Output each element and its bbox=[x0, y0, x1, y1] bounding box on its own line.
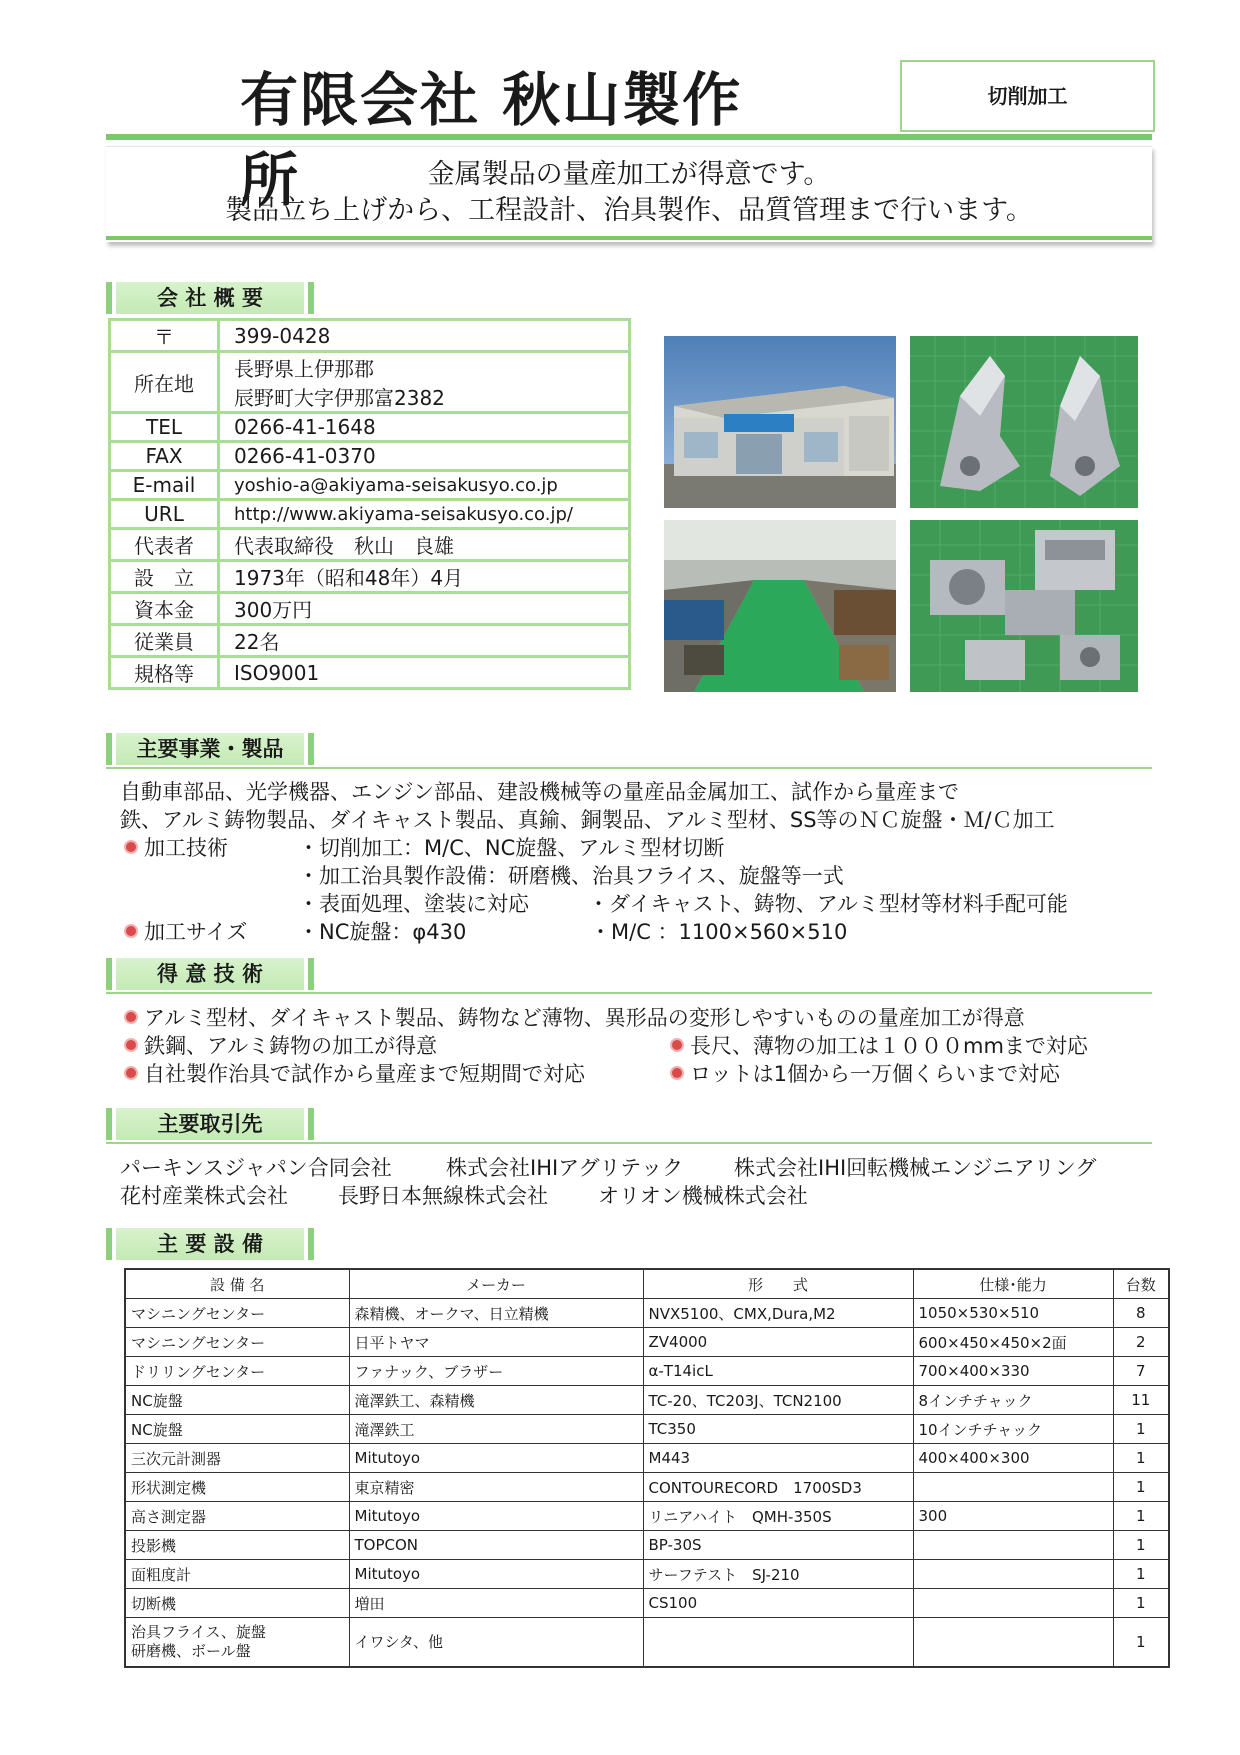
factory-interior-photo bbox=[664, 520, 896, 692]
strength-item: アルミ型材、ダイキャスト製品、鋳物など薄物、異形品の変形しやすいものの量産加工が得意 bbox=[124, 1004, 1025, 1032]
business-line-2: 鉄、アルミ鋳物製品、ダイキャスト製品、真鍮、銅製品、アルミ型材、SS等のＮＣ旋盤・Ｍ/Ｃ加工 bbox=[120, 808, 1055, 832]
header-divider bbox=[106, 134, 1152, 140]
business-heading-label: 主要事業・製品 bbox=[116, 733, 304, 765]
table-row bbox=[125, 1328, 1169, 1357]
equipment-cell: TC350 bbox=[643, 1415, 913, 1444]
overview-key: TEL bbox=[110, 413, 219, 442]
factory-exterior-photo bbox=[664, 336, 896, 508]
equipment-cell: マシニングセンター bbox=[125, 1328, 349, 1357]
equipment-cell: 高さ測定器 bbox=[125, 1502, 349, 1531]
equipment-cell: CS100 bbox=[643, 1589, 913, 1618]
overview-value: 22名 bbox=[219, 625, 630, 657]
equipment-table bbox=[124, 1268, 1170, 1668]
tagline-divider bbox=[106, 236, 1152, 240]
equipment-cell bbox=[913, 1560, 1113, 1589]
company-name: 有限会社 秋山製作所 bbox=[240, 66, 743, 214]
equipment-cell: 1 bbox=[1113, 1444, 1169, 1473]
overview-value: 300万円 bbox=[219, 593, 630, 625]
table-row bbox=[125, 1618, 1169, 1668]
overview-heading-label: 会 社 概 要 bbox=[116, 282, 304, 314]
equipment-cell: 1 bbox=[1113, 1415, 1169, 1444]
equipment-cell: 切断機 bbox=[125, 1589, 349, 1618]
business-heading bbox=[106, 733, 322, 765]
equipment-cell bbox=[913, 1618, 1113, 1668]
equipment-cell: ドリリングセンター bbox=[125, 1357, 349, 1386]
equipment-cell: 400×400×300 bbox=[913, 1444, 1113, 1473]
equipment-cell: 滝澤鉄工 bbox=[349, 1415, 643, 1444]
table-row bbox=[125, 1589, 1169, 1618]
equipment-cell: 600×450×450×2面 bbox=[913, 1328, 1113, 1357]
tech-item-2: ・加工治具製作設備：研磨機、治具フライス、旋盤等一式 bbox=[298, 864, 844, 888]
clients-heading bbox=[106, 1108, 322, 1140]
table-row bbox=[125, 1560, 1169, 1589]
table-row bbox=[125, 1444, 1169, 1473]
tech-item-1: ・切削加工：M/C、NC旋盤、アルミ型材切断 bbox=[298, 836, 725, 860]
diecast-parts-photo bbox=[910, 520, 1138, 692]
client-name: オリオン機械株式会社 bbox=[598, 1184, 808, 1208]
overview-row bbox=[110, 657, 630, 689]
table-row bbox=[125, 1386, 1169, 1415]
tech-item-3: ・表面処理、塗装に対応 bbox=[298, 892, 529, 916]
overview-key: 代表者 bbox=[110, 529, 219, 561]
equipment-cell: マシニングセンター bbox=[125, 1299, 349, 1328]
overview-value: 399-0428 bbox=[219, 320, 630, 352]
equipment-column-header: メーカー bbox=[349, 1269, 643, 1299]
equipment-cell: 1050×530×510 bbox=[913, 1299, 1113, 1328]
overview-row bbox=[110, 593, 630, 625]
equipment-cell bbox=[643, 1618, 913, 1668]
tech-label: 加工技術 bbox=[124, 834, 228, 862]
overview-value: 代表取締役 秋山 良雄 bbox=[219, 529, 630, 561]
equipment-cell: NC旋盤 bbox=[125, 1415, 349, 1444]
bullet-icon bbox=[124, 924, 138, 938]
size-label: 加工サイズ bbox=[124, 918, 247, 946]
strengths-heading-label: 得 意 技 術 bbox=[116, 958, 304, 990]
equipment-cell: 700×400×330 bbox=[913, 1357, 1113, 1386]
tagline-box bbox=[106, 146, 1152, 242]
overview-value[interactable]: yoshio-a@akiyama-seisakusyo.co.jp bbox=[219, 471, 630, 500]
equipment-cell: CONTOURECORD 1700SD3 bbox=[643, 1473, 913, 1502]
equipment-cell: 1 bbox=[1113, 1589, 1169, 1618]
equipment-cell: Mitutoyo bbox=[349, 1502, 643, 1531]
equipment-cell: 日平トヤマ bbox=[349, 1328, 643, 1357]
bullet-icon bbox=[124, 1010, 138, 1024]
equipment-cell: NVX5100、CMX,Dura,M2 bbox=[643, 1299, 913, 1328]
tech-item-4: ・ダイキャスト、鋳物、アルミ型材等材料手配可能 bbox=[588, 892, 1068, 916]
equipment-heading-label: 主 要 設 備 bbox=[116, 1228, 304, 1260]
clients-heading-label: 主要取引先 bbox=[116, 1108, 304, 1140]
overview-heading bbox=[106, 282, 322, 314]
equipment-cell: 1 bbox=[1113, 1473, 1169, 1502]
overview-value-line: 長野県上伊那郡 bbox=[234, 357, 374, 381]
client-name: 株式会社IHI回転機械エンジニアリング bbox=[734, 1156, 1097, 1180]
overview-row bbox=[110, 413, 630, 442]
tagline-line-1: 金属製品の量産加工が得意です。 bbox=[427, 159, 831, 190]
equipment-cell: 三次元計測器 bbox=[125, 1444, 349, 1473]
equipment-cell: 増田 bbox=[349, 1589, 643, 1618]
company-overview-table bbox=[108, 318, 631, 690]
tagline-line-2: 製品立ち上げから、工程設計、治具製作、品質管理まで行います。 bbox=[225, 195, 1033, 226]
overview-key: 従業員 bbox=[110, 625, 219, 657]
bullet-icon bbox=[670, 1066, 684, 1080]
size-item-1: ・NC旋盤：φ430 bbox=[298, 920, 467, 944]
equipment-cell: 森精機、オークマ、日立精機 bbox=[349, 1299, 643, 1328]
equipment-cell: 面粗度計 bbox=[125, 1560, 349, 1589]
equipment-cell: ファナック、ブラザー bbox=[349, 1357, 643, 1386]
equipment-cell: 1 bbox=[1113, 1618, 1169, 1668]
equipment-cell bbox=[125, 1618, 349, 1668]
bullet-icon bbox=[670, 1038, 684, 1052]
equipment-cell: リニアハイト QMH-350S bbox=[643, 1502, 913, 1531]
overview-value[interactable]: http://www.akiyama-seisakusyo.co.jp/ bbox=[219, 500, 630, 529]
equipment-cell: 7 bbox=[1113, 1357, 1169, 1386]
overview-key: 〒 bbox=[110, 320, 219, 352]
overview-row bbox=[110, 320, 630, 352]
strengths-divider bbox=[106, 992, 1152, 994]
equipment-column-header: 台数 bbox=[1113, 1269, 1169, 1299]
equipment-cell: 滝澤鉄工、森精機 bbox=[349, 1386, 643, 1415]
overview-row bbox=[110, 442, 630, 471]
overview-key: 資本金 bbox=[110, 593, 219, 625]
overview-key: URL bbox=[110, 500, 219, 529]
overview-row bbox=[110, 561, 630, 593]
overview-value: 0266-41-1648 bbox=[219, 413, 630, 442]
overview-value: 0266-41-0370 bbox=[219, 442, 630, 471]
table-row bbox=[125, 1531, 1169, 1560]
strength-item: 鉄鋼、アルミ鋳物の加工が得意 bbox=[124, 1032, 437, 1060]
overview-row bbox=[110, 471, 630, 500]
equipment-cell: 2 bbox=[1113, 1328, 1169, 1357]
strengths-heading bbox=[106, 958, 322, 990]
equipment-cell-line: 研磨機、ボール盤 bbox=[131, 1642, 251, 1660]
overview-value: ISO9001 bbox=[219, 657, 630, 689]
equipment-column-header: 形 式 bbox=[643, 1269, 913, 1299]
equipment-cell: 10インチチャック bbox=[913, 1415, 1113, 1444]
overview-key: FAX bbox=[110, 442, 219, 471]
equipment-column-header: 設 備 名 bbox=[125, 1269, 349, 1299]
equipment-cell bbox=[913, 1531, 1113, 1560]
equipment-heading bbox=[106, 1228, 322, 1260]
overview-key: 所在地 bbox=[110, 352, 219, 413]
clients-divider bbox=[106, 1142, 1152, 1144]
equipment-cell: α-T14icL bbox=[643, 1357, 913, 1386]
equipment-cell: 11 bbox=[1113, 1386, 1169, 1415]
equipment-cell: 300 bbox=[913, 1502, 1113, 1531]
equipment-cell: ZV4000 bbox=[643, 1328, 913, 1357]
equipment-cell: Mitutoyo bbox=[349, 1560, 643, 1589]
bullet-icon bbox=[124, 1038, 138, 1052]
equipment-cell: 東京精密 bbox=[349, 1473, 643, 1502]
client-name: 花村産業株式会社 bbox=[120, 1184, 288, 1208]
equipment-cell: Mitutoyo bbox=[349, 1444, 643, 1473]
overview-value-line: 辰野町大字伊那富2382 bbox=[234, 386, 445, 410]
equipment-cell: 1 bbox=[1113, 1560, 1169, 1589]
aluminum-parts-photo bbox=[910, 336, 1138, 508]
equipment-cell: BP-30S bbox=[643, 1531, 913, 1560]
equipment-column-header: 仕様･能力 bbox=[913, 1269, 1113, 1299]
strength-item: ロットは1個から一万個くらいまで対応 bbox=[670, 1060, 1060, 1088]
equipment-cell: 1 bbox=[1113, 1502, 1169, 1531]
bullet-icon bbox=[124, 1066, 138, 1080]
table-row bbox=[125, 1415, 1169, 1444]
overview-row bbox=[110, 625, 630, 657]
equipment-cell: M443 bbox=[643, 1444, 913, 1473]
table-row bbox=[125, 1473, 1169, 1502]
equipment-cell-line: 治具フライス、旋盤 bbox=[131, 1623, 266, 1641]
equipment-cell bbox=[913, 1589, 1113, 1618]
equipment-cell bbox=[913, 1473, 1113, 1502]
equipment-cell: NC旋盤 bbox=[125, 1386, 349, 1415]
client-name: パーキンスジャパン合同会社 bbox=[120, 1156, 392, 1180]
client-name: 長野日本無線株式会社 bbox=[338, 1184, 548, 1208]
equipment-cell: イワシタ、他 bbox=[349, 1618, 643, 1668]
equipment-cell: 8インチチャック bbox=[913, 1386, 1113, 1415]
client-name: 株式会社IHIアグリテック bbox=[446, 1156, 684, 1180]
equipment-cell: 8 bbox=[1113, 1299, 1169, 1328]
table-row bbox=[125, 1502, 1169, 1531]
table-row bbox=[125, 1299, 1169, 1328]
strength-item: 自社製作治具で試作から量産まで短期間で対応 bbox=[124, 1060, 585, 1088]
overview-key: 規格等 bbox=[110, 657, 219, 689]
overview-value bbox=[219, 352, 630, 413]
equipment-cell: TOPCON bbox=[349, 1531, 643, 1560]
overview-value: 1973年（昭和48年）4月 bbox=[219, 561, 630, 593]
overview-row bbox=[110, 500, 630, 529]
overview-key: E-mail bbox=[110, 471, 219, 500]
size-item-2: ・M/C ：1100×560×510 bbox=[590, 920, 848, 944]
strength-item: 長尺、薄物の加工は１０００mmまで対応 bbox=[670, 1032, 1088, 1060]
equipment-cell: 投影機 bbox=[125, 1531, 349, 1560]
equipment-cell: TC-20、TC203J、TCN2100 bbox=[643, 1386, 913, 1415]
table-row bbox=[125, 1357, 1169, 1386]
business-divider bbox=[106, 767, 1152, 769]
equipment-cell: 1 bbox=[1113, 1531, 1169, 1560]
business-line-1: 自動車部品、光学機器、エンジン部品、建設機械等の量産品金属加工、試作から量産まで bbox=[120, 780, 959, 804]
overview-key: 設 立 bbox=[110, 561, 219, 593]
overview-row bbox=[110, 529, 630, 561]
equipment-cell: 形状測定機 bbox=[125, 1473, 349, 1502]
overview-row bbox=[110, 352, 630, 413]
equipment-cell: サーフテスト SJ-210 bbox=[643, 1560, 913, 1589]
bullet-icon bbox=[124, 840, 138, 854]
category-label: 切削加工 bbox=[900, 60, 1155, 132]
